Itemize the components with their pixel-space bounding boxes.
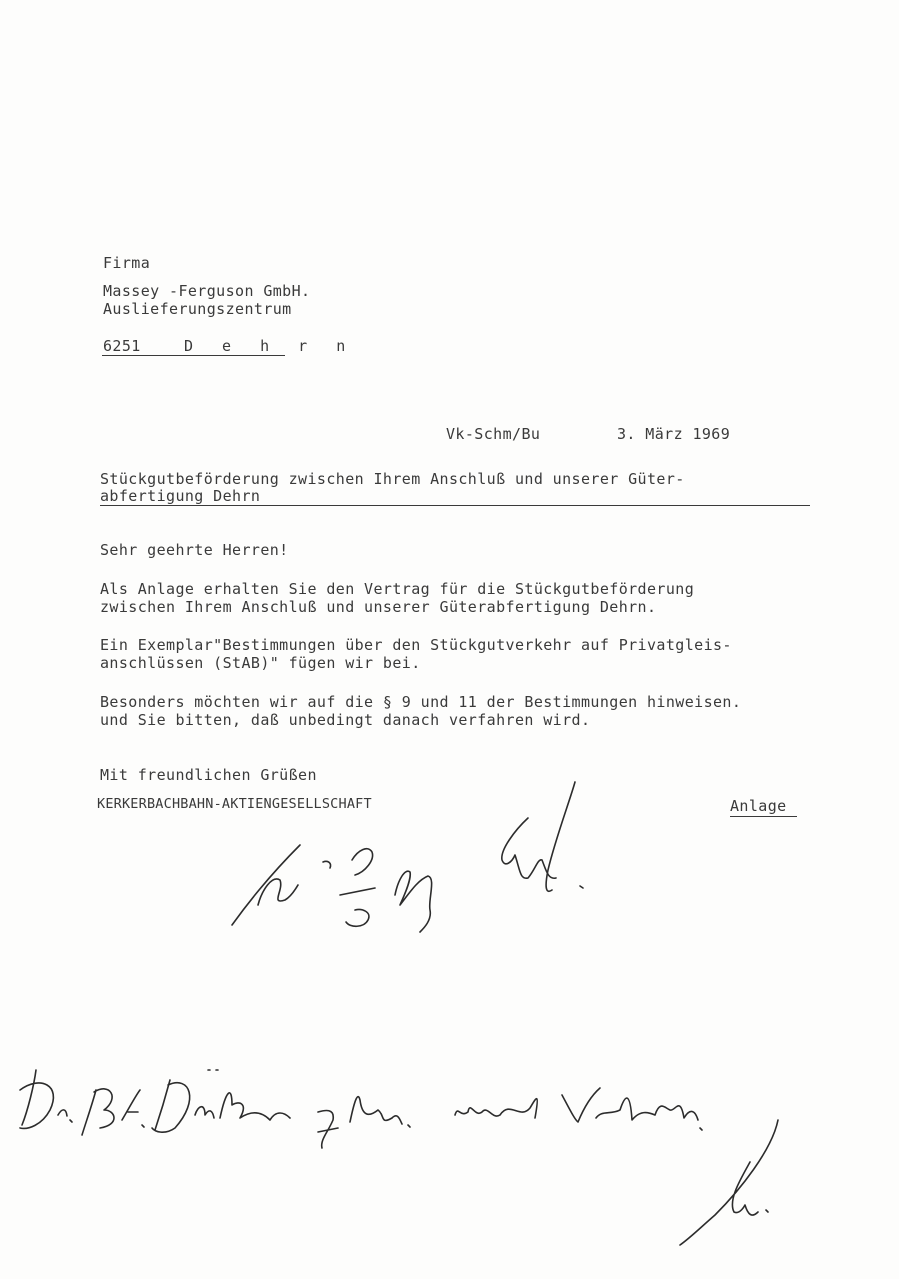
greeting: Sehr geehrte Herren! — [100, 541, 289, 559]
recipient-firma: Firma — [103, 254, 151, 272]
paragraph-2-line-2: anschlüssen (StAB)" fügen wir bei. — [100, 654, 421, 672]
sender-company: KERKERBACHBAHN-AKTIENGESELLSCHAFT — [97, 796, 372, 812]
closing-regards: Mit freundlichen Grüßen — [100, 766, 317, 784]
enclosure-underline — [730, 816, 797, 817]
subject-line-1: Stückgutbeförderung zwischen Ihrem Anschluß und unserer Güter- — [100, 470, 685, 488]
recipient-postcode: 6251 — [103, 337, 141, 355]
paragraph-3-line-2: und Sie bitten, daß unbedingt danach verfahren wird. — [100, 711, 591, 729]
letter-date: 3. März 1969 — [617, 425, 731, 443]
signature-1 — [232, 845, 432, 932]
handwritten-note — [20, 1070, 702, 1148]
note-initials — [680, 1120, 778, 1245]
paragraph-1-line-2: zwischen Ihrem Anschluß und unserer Güterabfertigung Dehrn. — [100, 598, 657, 616]
recipient-city: D e h r n — [184, 337, 356, 355]
subject-line-2: abfertigung Dehrn — [100, 487, 261, 505]
paragraph-3-line-1: Besonders möchten wir auf die § 9 und 11 der Bestimmungen hinweisen. — [100, 693, 742, 711]
recipient-company: Massey -Ferguson GmbH. — [103, 282, 311, 300]
subject-underline — [100, 505, 810, 506]
address-underline — [102, 355, 285, 356]
enclosure-label: Anlage — [730, 797, 787, 815]
reference-code: Vk-Schm/Bu — [446, 425, 541, 443]
recipient-department: Auslieferungszentrum — [103, 300, 292, 318]
paragraph-1-line-1: Als Anlage erhalten Sie den Vertrag für die Stückgutbeförderung — [100, 580, 695, 598]
paragraph-2-line-1: Ein Exemplar"Bestimmungen über den Stückgutverkehr auf Privatgleis- — [100, 636, 732, 654]
signature-2 — [502, 782, 583, 891]
